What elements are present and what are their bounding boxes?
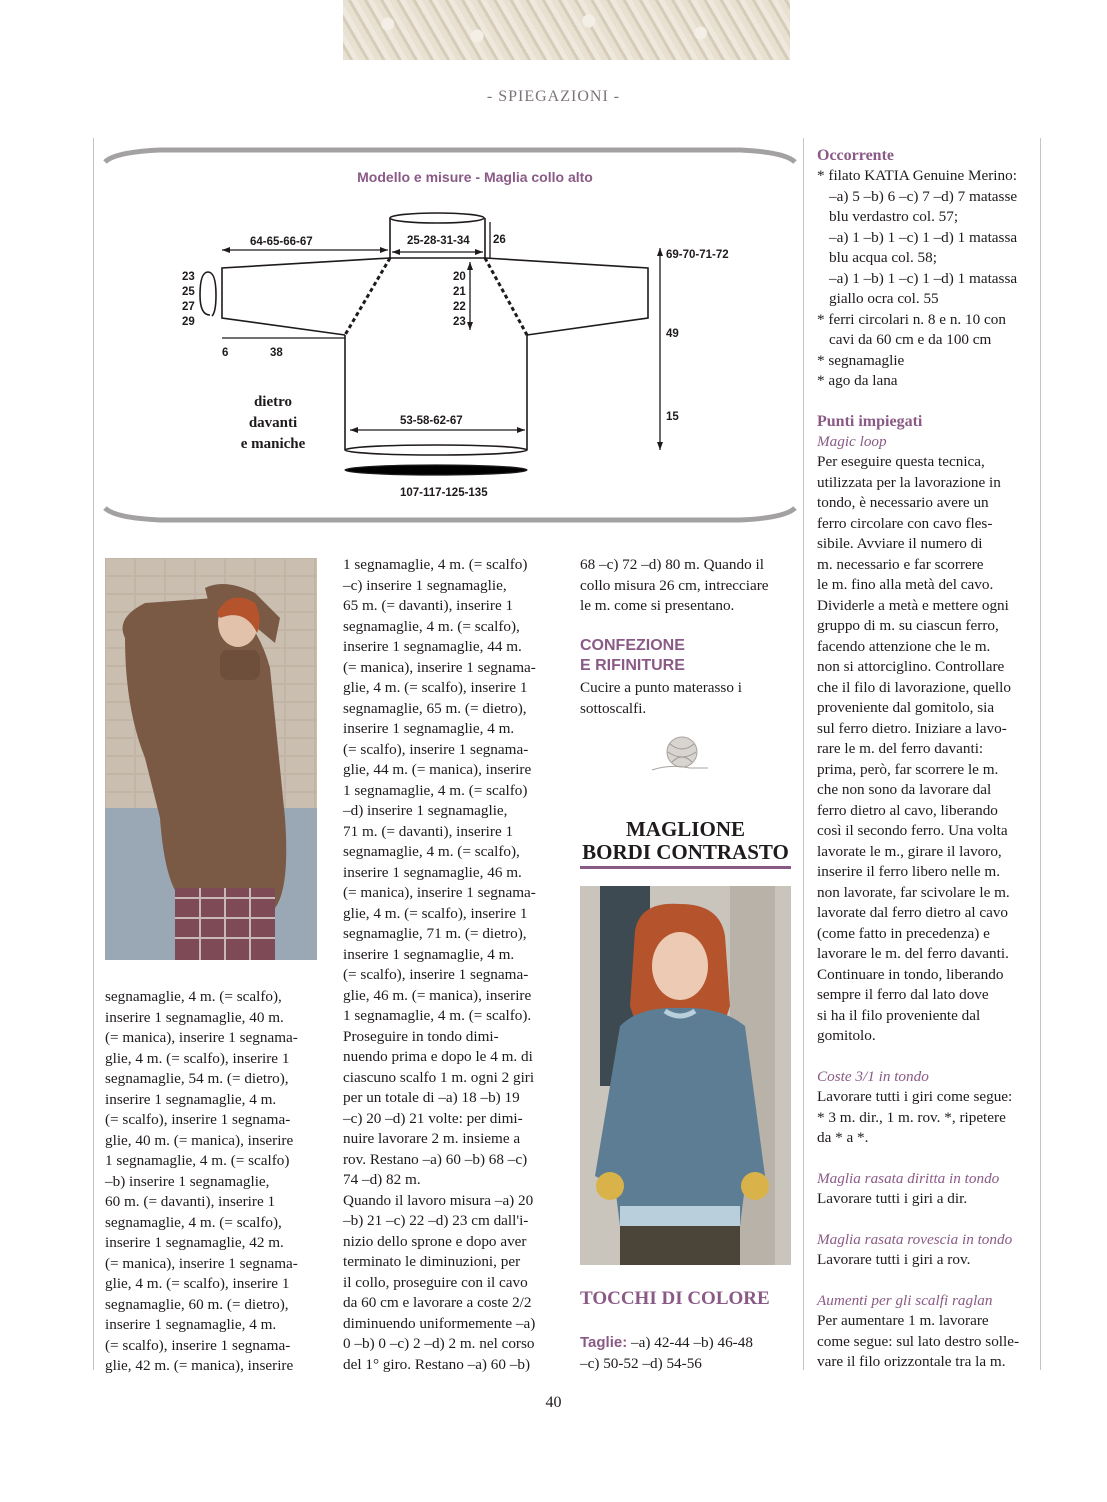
spacer: [817, 1271, 1029, 1291]
occorrente-title: Occorrente: [817, 147, 894, 164]
size-diagram: [100, 140, 800, 530]
text-line: sempre il ferro dal lato dove: [817, 986, 989, 1003]
label-rib: 15: [666, 411, 679, 423]
text-line: –a) 1 –b) 1 –c) 1 –d) 1 matassa: [829, 228, 1018, 246]
confezione-title-line-2: E RIFINITURE: [580, 657, 685, 674]
text-line: inserire 1 segnamaglie, 4 m.: [343, 945, 515, 963]
text-line: (come fatto in precedenza) e: [817, 924, 990, 942]
text-line: non lavorate, far scivolare le m.: [817, 883, 1010, 901]
text-line: * segnamaglie: [817, 351, 905, 369]
confezione-title-line-1: CONFEZIONE: [580, 637, 685, 654]
text-line: giallo ocra col. 55: [829, 290, 939, 307]
spacer: [817, 1210, 1029, 1230]
spacer: [817, 1149, 1029, 1169]
text-line: nuire lavorare 2 m. insieme a: [343, 1130, 521, 1147]
text-line: segnamaglie, 4 m. (= scalfo),: [343, 617, 520, 635]
text-line: glie, 4 m. (= scalfo), inserire 1: [343, 679, 528, 696]
photo-blue-sweater: [580, 886, 791, 1265]
label-armhole-d: 23: [453, 316, 466, 328]
taglie-value-1: –a) 42-44 –b) 46-48: [627, 1334, 753, 1351]
text-line: m. necessario e far scorrere: [817, 555, 984, 573]
rovescia-title: Maglia rasata rovescia in tondo: [817, 1230, 1013, 1248]
column-2-text: [343, 555, 554, 1375]
text-line: inserire 1 segnamaglie, 40 m.: [105, 1008, 284, 1026]
text-line: per un totale di –a) 18 –b) 19: [343, 1089, 520, 1106]
label-sleeve-bottom-b: 38: [270, 347, 283, 359]
text-line: * ferri circolari n. 8 e n. 10 con: [817, 310, 1006, 328]
text-line: cavi da 60 cm e da 100 cm: [829, 331, 992, 348]
diagram-svg: [100, 140, 800, 530]
text-line: blu acqua col. 58;: [829, 249, 937, 266]
article-title-line-1: MAGLIONE: [625, 817, 745, 841]
text-line: Lavorare tutti i giri come segue:: [817, 1088, 1013, 1105]
text-line: Per eseguire questa tecnica,: [817, 453, 985, 470]
text-line: 1 segnamaglie, 4 m. (= scalfo): [343, 556, 528, 573]
text-line: segnamaglie, 4 m. (= scalfo),: [105, 1213, 282, 1231]
text-line: inserire 1 segnamaglie, 4 m.: [105, 1316, 277, 1333]
text-line: lavorare le m. del ferro davanti.: [817, 945, 1009, 962]
text-line: glie, 46 m. (= manica), inserire: [343, 986, 532, 1004]
photo-brown-sweater: [105, 558, 317, 960]
article-title-underline: [580, 866, 791, 869]
photo-blue-sweater-svg: [580, 886, 791, 1265]
text-line: utilizzata per la lavorazione in: [817, 473, 1001, 491]
confezione-title: [580, 636, 791, 676]
text-line: lavorate le m., girare il lavoro,: [817, 842, 1002, 860]
text-line: inserire il ferro libero nelle m.: [817, 863, 1001, 880]
label-cuff-b: 25: [182, 286, 195, 298]
text-line: 74 –d) 82 m.: [343, 1171, 421, 1188]
text-line: Proseguire in tondo dimi-: [343, 1027, 499, 1045]
text-line: segnamaglie, 71 m. (= dietro),: [343, 925, 527, 942]
text-line: (= scalfo), inserire 1 segnama-: [105, 1336, 291, 1354]
knit-texture-banner: [343, 0, 790, 60]
text-line: * filato KATIA Genuine Merino:: [817, 167, 1017, 184]
text-line: ciascuno scalfo 1 m. ogni 2 giri: [343, 1068, 535, 1086]
text-line: (= manica), inserire 1 segnama-: [105, 1029, 298, 1046]
column-rule-right: [1040, 138, 1041, 1370]
page-number: 40: [545, 1394, 562, 1411]
text-line: * ago da lana: [817, 372, 898, 389]
text-line: –c) 20 –d) 21 volte: per dimi-: [343, 1109, 523, 1127]
text-line: segnamaglie, 65 m. (= dietro),: [343, 699, 527, 717]
text-line: da * a *.: [817, 1129, 869, 1146]
text-line: nizio dello sprone e dopo aver: [343, 1232, 527, 1250]
text-line: si ha il filo proveniente dal: [817, 1006, 981, 1024]
text-line: Per aumentare 1 m. lavorare: [817, 1312, 989, 1329]
text-line: inserire 1 segnamaglie, 46 m.: [343, 863, 522, 881]
column-4-text: [817, 146, 1029, 1373]
text-line: prima, però, far scorrere le m.: [817, 760, 999, 778]
text-line: (= scalfo), inserire 1 segnama-: [343, 740, 529, 758]
text-line: inserire 1 segnamaglie, 42 m.: [105, 1234, 284, 1251]
label-cuff-d: 29: [182, 316, 195, 328]
confezione-text: [580, 678, 791, 719]
text-line: le m. come si presentano.: [580, 597, 735, 614]
text-line: glie, 4 m. (= scalfo), inserire 1: [105, 1049, 290, 1067]
taglie-text: [580, 1333, 791, 1374]
text-line: Quando il lavoro misura –a) 20: [343, 1191, 534, 1209]
label-collar-height: 26: [493, 234, 506, 246]
text-line: blu verdastro col. 57;: [829, 208, 959, 225]
text-line: Cucire a punto materasso i: [580, 679, 742, 696]
text-line: * 3 m. dir., 1 m. rov. *, ripetere: [817, 1108, 1006, 1126]
text-line: 60 m. (= davanti), inserire 1: [105, 1193, 276, 1210]
text-line: ferro dietro al cavo, liberando: [817, 801, 998, 819]
label-cuff-c: 27: [182, 301, 195, 313]
text-line: che il filo di lavorazione, quello: [817, 678, 1011, 696]
spacer: [817, 1047, 1029, 1067]
text-line: 1 segnamaglie, 4 m. (= scalfo): [343, 781, 528, 799]
text-line: 71 m. (= davanti), inserire 1: [343, 822, 514, 840]
yarn-ball-icon: [650, 732, 710, 776]
text-line: sottoscalfi.: [580, 699, 647, 717]
text-line: vare il filo orizzontale tra la m.: [817, 1353, 1006, 1370]
tocchi-title: TOCCHI DI COLORE: [580, 1288, 770, 1309]
text-line: 65 m. (= davanti), inserire 1: [343, 597, 514, 614]
diritta-title: Maglia rasata diritta in tondo: [817, 1169, 1000, 1187]
text-line: che non sono da lavorare dal: [817, 781, 992, 798]
label-armhole-b: 21: [453, 286, 466, 298]
text-line: del 1° giro. Restano –a) 60 –b): [343, 1355, 531, 1373]
text-line: gruppo di m. su ciascun ferro,: [817, 617, 999, 634]
text-line: (= manica), inserire 1 segnama-: [343, 884, 536, 901]
text-line: inserire 1 segnamaglie, 4 m.: [105, 1090, 277, 1108]
diagram-top-bar: [105, 150, 795, 162]
spacer: [817, 392, 1029, 412]
photo-brown-sweater-svg: [105, 558, 317, 960]
text-line: 68 –c) 72 –d) 80 m. Quando il: [580, 556, 764, 573]
text-line: –d) inserire 1 segnamaglie,: [343, 802, 508, 819]
text-line: non si attorciglino. Controllare: [817, 658, 1005, 675]
label-sleeve-bottom-a: 6: [222, 347, 229, 359]
text-line: segnamaglie, 4 m. (= scalfo),: [105, 988, 282, 1005]
column-rule-left: [93, 138, 94, 1370]
text-line: glie, 4 m. (= scalfo), inserire 1: [343, 904, 528, 922]
taglie-line-1: [580, 1333, 791, 1354]
text-line: tondo, è necessario avere un: [817, 494, 989, 511]
diagram-bottom-bar: [105, 508, 795, 520]
coste-title: Coste 3/1 in tondo: [817, 1067, 929, 1085]
label-hem-width: 53-58-62-67: [400, 415, 463, 427]
text-line: 0 –b) 0 –c) 2 –d) 2 m. nel corso: [343, 1335, 535, 1352]
text-line: (= scalfo), inserire 1 segnama-: [343, 966, 529, 983]
text-line: sibile. Avviare il numero di: [817, 535, 983, 552]
text-line: (= manica), inserire 1 segnama-: [343, 658, 536, 676]
text-line: inserire 1 segnamaglie, 44 m.: [343, 638, 522, 655]
text-line: Dividerle a metà e mettere ogni: [817, 596, 1009, 614]
label-armhole-a: 20: [453, 271, 466, 283]
text-line: proveniente dal gomitolo, sia: [817, 699, 995, 716]
column-rule-center: [803, 138, 804, 1370]
punti-title: Punti impiegati: [817, 412, 923, 430]
label-body-side: 49: [666, 328, 679, 340]
text-line: Lavorare tutti i giri a dir.: [817, 1190, 968, 1207]
text-line: 1 segnamaglie, 4 m. (= scalfo).: [343, 1007, 532, 1024]
taglie-label: Taglie:: [580, 1334, 628, 1351]
column-1-text: [105, 987, 317, 1377]
text-line: rov. Restano –a) 60 –b) 68 –c): [343, 1150, 528, 1168]
text-line: rare le m. del ferro davanti:: [817, 740, 984, 757]
taglie-line-2: –c) 50-52 –d) 54-56: [580, 1354, 702, 1372]
magic-loop-title: Magic loop: [817, 432, 887, 450]
caption-line-1: dietro: [253, 394, 293, 410]
text-line: diminuendo uniformemente –a): [343, 1314, 536, 1332]
text-line: da 60 cm e lavorare a coste 2/2: [343, 1294, 532, 1311]
text-line: glie, 40 m. (= manica), inserire: [105, 1131, 294, 1149]
text-line: (= manica), inserire 1 segnama-: [105, 1254, 298, 1272]
text-line: il collo, proseguire con il cavo: [343, 1273, 528, 1291]
aumenti-title: Aumenti per gli scalfi raglan: [817, 1291, 993, 1309]
text-line: terminato le diminuzioni, per: [343, 1253, 521, 1270]
text-line: glie, 44 m. (= manica), inserire: [343, 761, 532, 778]
text-line: segnamaglie, 4 m. (= scalfo),: [343, 843, 520, 860]
text-line: –c) inserire 1 segnamaglie,: [343, 576, 507, 594]
label-cuff-a: 23: [182, 271, 195, 283]
article-title: [580, 818, 791, 864]
label-total-length: 69-70-71-72: [666, 249, 729, 261]
text-line: ferro circolare con cavo fles-: [817, 514, 993, 532]
text-line: le m. fino alla metà del cavo.: [817, 576, 994, 593]
text-line: (= scalfo), inserire 1 segnama-: [105, 1111, 291, 1128]
caption-line-2: davanti: [248, 415, 298, 431]
text-line: Lavorare tutti i giri a rov.: [817, 1251, 971, 1268]
label-collar-width: 25-28-31-34: [407, 235, 470, 247]
label-armhole-c: 22: [453, 301, 466, 313]
text-line: inserire 1 segnamaglie, 4 m.: [343, 720, 515, 737]
text-line: come segue: sul lato destro solle-: [817, 1332, 1020, 1350]
column-3-top: [580, 555, 791, 617]
text-line: nuendo prima e dopo le 4 m. di: [343, 1048, 533, 1065]
text-line: sul ferro dietro. Iniziare a lavo-: [817, 719, 1007, 737]
text-line: segnamaglie, 60 m. (= dietro),: [105, 1295, 289, 1313]
text-line: lavorate dal ferro dietro al cavo: [817, 904, 1009, 921]
text-line: così il secondo ferro. Una volta: [817, 822, 1008, 839]
text-line: gomitolo.: [817, 1027, 876, 1044]
magic-loop-body: [817, 452, 1029, 1047]
text-line: –a) 5 –b) 6 –c) 7 –d) 7 matasse: [829, 187, 1018, 205]
diagram-title: Modello e misure - Maglia collo alto: [357, 169, 593, 185]
text-line: –b) inserire 1 segnamaglie,: [105, 1172, 270, 1190]
label-hem-circumference: 107-117-125-135: [400, 487, 488, 499]
article-title-line-2: BORDI CONTRASTO: [582, 840, 789, 864]
text-line: glie, 4 m. (= scalfo), inserire 1: [105, 1275, 290, 1292]
caption-line-3: e maniche: [240, 436, 306, 452]
label-sleeve-top: 64-65-66-67: [250, 236, 313, 248]
text-line: –a) 1 –b) 1 –c) 1 –d) 1 matassa: [829, 269, 1018, 287]
section-header: - SPIEGAZIONI -: [486, 88, 621, 105]
text-line: –b) 21 –c) 22 –d) 23 cm dall'i-: [343, 1212, 529, 1229]
text-line: segnamaglie, 54 m. (= dietro),: [105, 1070, 289, 1087]
text-line: 1 segnamaglie, 4 m. (= scalfo): [105, 1152, 290, 1169]
text-line: glie, 42 m. (= manica), inserire: [105, 1357, 294, 1374]
text-line: collo misura 26 cm, intrecciare: [580, 576, 769, 594]
text-line: Continuare in tondo, liberando: [817, 965, 1004, 983]
text-line: facendo attenzione che le m.: [817, 637, 991, 655]
